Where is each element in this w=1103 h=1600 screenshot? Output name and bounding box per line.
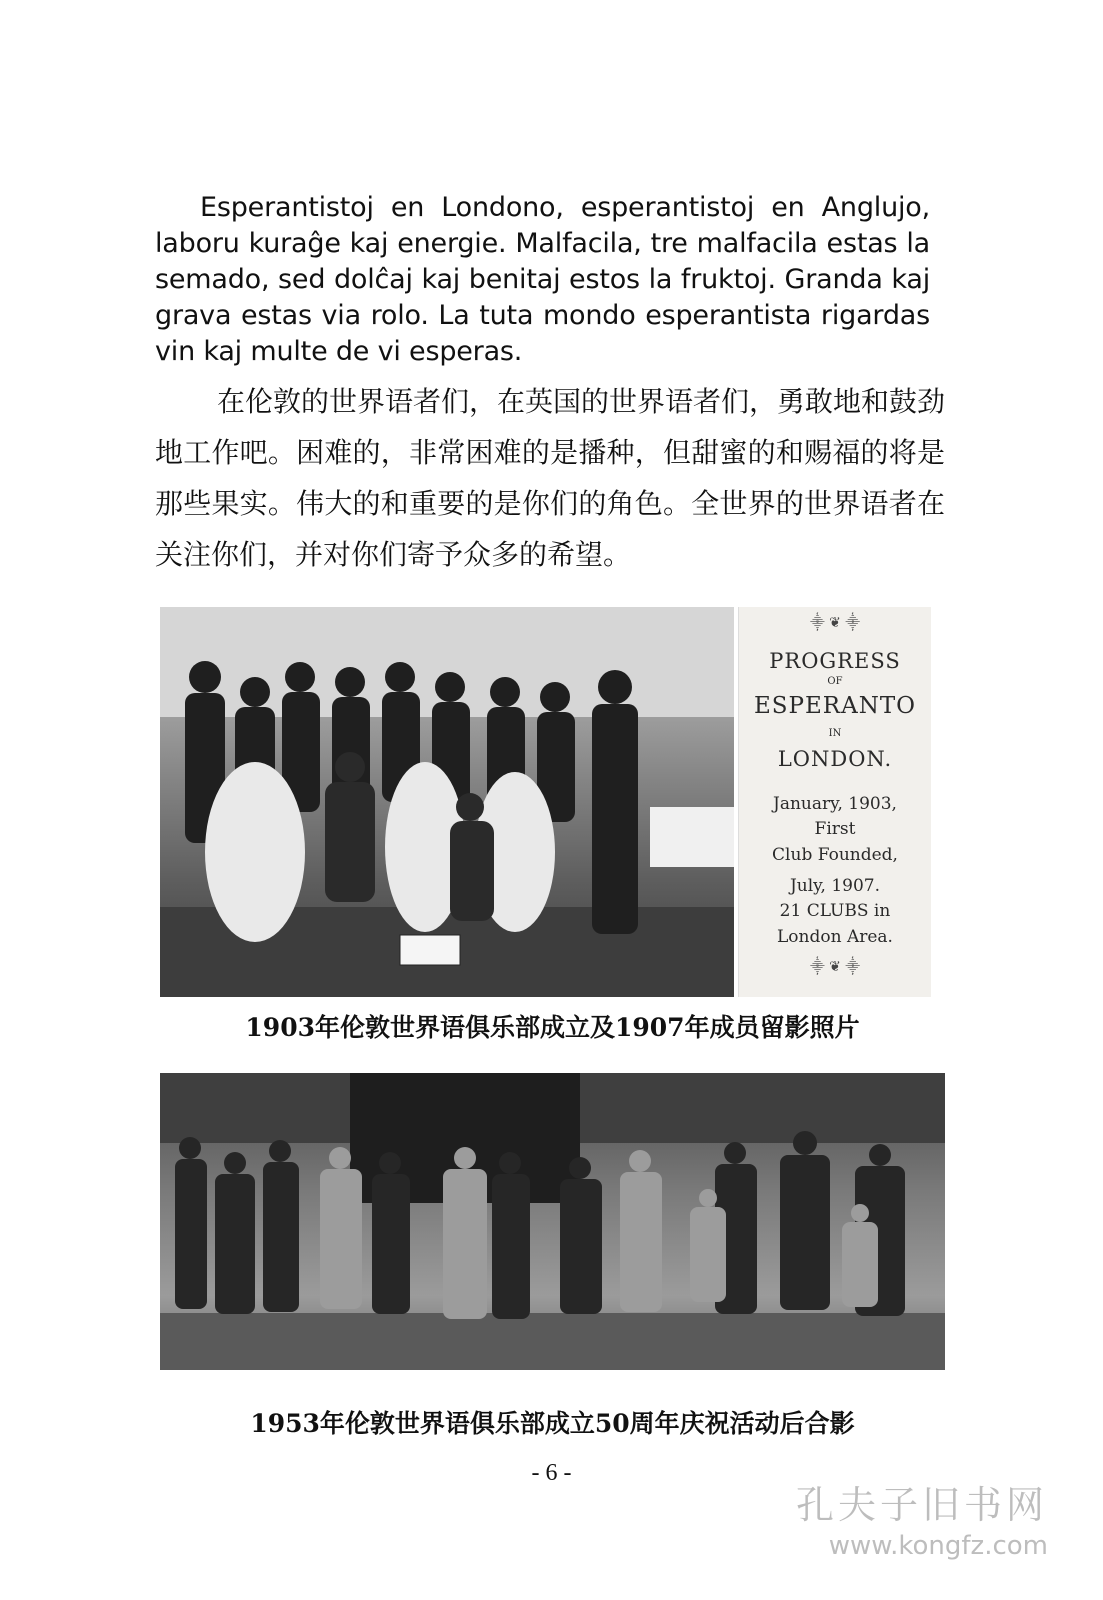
card-line-5: LONDON. (777, 747, 893, 771)
card-line-6: January, 1903, (773, 794, 897, 814)
card-line-4: IN (828, 728, 842, 739)
card-line-7: First (814, 819, 856, 839)
card-line-9: July, 1907. (789, 876, 881, 896)
figure-1-caption: 1903年伦敦世界语俱乐部成立及1907年成员留影照片 (245, 1013, 860, 1042)
progress-card (738, 607, 931, 997)
ornament-bottom-icon: ⸎ ❦ ⸎ (810, 959, 860, 975)
watermark (796, 1474, 1048, 1561)
group-photo-1907 (160, 607, 734, 997)
esperanto-paragraph: Esperantistoj en Londono, esperantistoj en Anglujo, laboru kuraĝe kaj energie. Malfacila, tre malfacila estas la semado, sed dolĉaj kaj benitaj estos la fruktoj. Granda kaj grava estas via rolo. La tuta mondo esperantista rigardas vin kaj multe de vi esperas. (155, 192, 930, 367)
chinese-paragraph: 在伦敦的世界语者们，在英国的世界语者们，勇敢地和鼓劲地工作吧。困难的，非常困难的是播种，但甜蜜的和赐福的将是那些果实。伟大的和重要的是你们的角色。全世界的世界语者在关注你们，并对你们寄予众多的希望。 (155, 385, 946, 571)
watermark-chinese: 孔夫子旧书网 (795, 1483, 1048, 1527)
watermark-url: www.kongfz.com (828, 1531, 1048, 1561)
group-photo-1953 (160, 1073, 945, 1370)
card-line-8: Club Founded, (772, 845, 898, 865)
card-line-2: OF (827, 676, 843, 687)
page-number: - 6 - (531, 1460, 572, 1486)
figure-2-caption: 1953年伦敦世界语俱乐部成立50周年庆祝活动后合影 (250, 1409, 855, 1438)
card-line-10: 21 CLUBS in (779, 901, 891, 921)
card-line-11: London Area. (777, 927, 893, 947)
card-line-1: PROGRESS (769, 649, 901, 673)
card-line-3: ESPERANTO (753, 693, 917, 719)
ornament-top-icon: ⸎ ❦ ⸎ (810, 615, 860, 631)
